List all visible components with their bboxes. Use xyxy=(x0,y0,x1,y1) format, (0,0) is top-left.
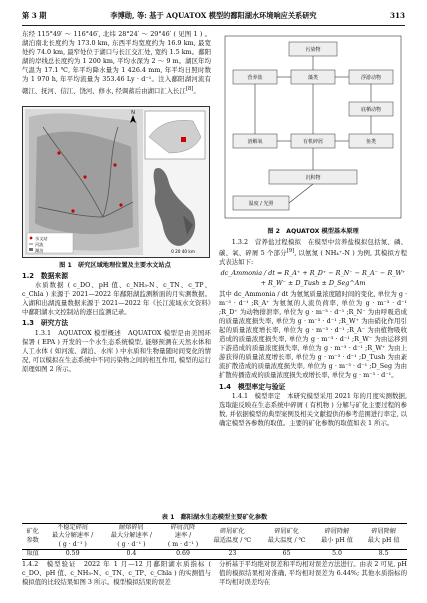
box-sediment: 沉积物 xyxy=(305,175,321,181)
section-1-2-title: 1.2 数据来源 xyxy=(22,272,69,280)
table-1-cell-4: 23 xyxy=(228,550,237,558)
section-1-4-2-text-cont: 分析基于平均绝对误差和平均相对误差方法进行。由表 2 可见, pH 值的模拟结果相对准确, 平均相对误差为 6.44%; 其他水质指标的平均相对误差均在 xyxy=(219,560,408,587)
section-1-3-2-text: 1.3.2 营养盐过程模拟 在模型中营养盐模拟包括氮、磷、碳、氧、碎屑 5 个部分 xyxy=(219,238,407,258)
table-1-header-0: 矿化 参数 xyxy=(26,528,39,544)
section-1-3-title: 1.3 研究方法 xyxy=(22,319,69,328)
right-text xyxy=(219,238,407,504)
box-dissolved-oxygen: 溶解氧 xyxy=(247,139,263,145)
box-benthos: 底栖动物 xyxy=(360,107,382,113)
figure-2-caption: 图 2 AQUATOX 模型基本原理 xyxy=(267,228,359,235)
legend-river: 河流 xyxy=(35,242,44,247)
box-detritus: 有机碎屑 xyxy=(302,139,324,145)
aquatox-principle-diagram xyxy=(219,30,407,224)
legend-lake: 湖泊 xyxy=(35,248,44,253)
box-zooplankton: 浮游动物 xyxy=(360,75,382,81)
box-algae: 藻类 xyxy=(307,75,319,81)
table-1-cell-0: 取值 xyxy=(26,550,39,558)
legend-station: 水文站 xyxy=(35,236,48,241)
table-1-cell-2: 0.4 xyxy=(126,550,137,558)
table-1-cell-3: 0.69 xyxy=(176,550,190,558)
table-1-header-1: 不稳定碎屑 最大分解速率 / ( g · d⁻¹ ) xyxy=(52,524,94,548)
table-1-cell-7: 8.5 xyxy=(378,550,389,558)
section-1-2-text: 水质数据 ( c_DO、pH 值、c_NH₃-N、c_TN、c_TP、c_Chla ) 来源于 2021—2022 年鄱阳湖监测断面的月实测数据。入湖和出湖流量数据来源于 2021—2022 年《长江流域水文资料》中鄱阳湖水文控制站的逐日监测记录。 xyxy=(22,281,211,317)
intro-text: 东经 115°49′ ～ 116°46′, 北纬 28°24′ ～ 29°46′ ( 见图 1 ) 。湖泊南北长度约为 173.0 km, 东西平均宽度约为 16.9 km, 最宽处约 74.0 km, 最窄处位于湖口与长江交汇处, 宽约 1.5 km。鄱阳湖的岸线总长度约为 1 200 km, 平均水深为 2 ～ 9 m。湖区年均气温为 17.1 ℃, 年平均降水量为 1 426.4 mm, 年平均日照时数为 1 970 h, 年平均流量为 353.46 Ly · d⁻¹。注入鄱阳湖河流有赣江、抚河、信江、饶河、修水, 经调蓄后由湖口汇入长江 xyxy=(22,30,211,95)
table-1-header-6: 碎屑降解 最小 pH 值 xyxy=(321,528,353,544)
study-area-map xyxy=(23,107,209,257)
table-1-header-5: 碎屑矿化 最大温度 / ℃ xyxy=(267,528,306,544)
page-number: 313 xyxy=(389,11,405,20)
section-1-3-1-text: 1.3.1 AQUATOX 模型概述 AQUATOX 模型是由美国环保署 ( EPA ) 开发的一个水生态系统模型, 能够预测在天然水体和人工水体 ( 如河流、湖泊、水库 ) 中水质和生物量随时间变化的情况, 可以模拟在生态系统中不同污染物之间的相互作用, 模型的运行原理如图 2 所示。 xyxy=(22,328,211,373)
box-pollutant: 污染物 xyxy=(305,47,321,53)
box-temp-light: 温度 / 光照 xyxy=(248,201,274,207)
running-header xyxy=(22,9,405,23)
header-rule xyxy=(22,25,405,26)
table-1-header-7: 碎屑降解 最大 pH 值 xyxy=(367,528,400,544)
left-lower-text xyxy=(22,272,211,504)
mineralization-parameters-table xyxy=(22,523,407,560)
article-running-title: 李博勋, 等: 基于 AQUATOX 模型的鄱阳湖水环境响应关系研究 xyxy=(110,11,317,20)
table-1-cell-5: 65 xyxy=(282,550,291,558)
ammonia-equation: dc_Ammonia / dt = R_A⁺ + R_D⁺ − R_N⁻ − R_A⁻ − R_W⁺ + R_W⁻ ± D_Tush ± D_Seg^Am xyxy=(220,269,406,287)
section-1-3-2-text-cont: , 以氨氮 ( NH₄⁺-N ) 为例, 其模拟方程式表达如下: xyxy=(219,249,407,267)
equation-where: 其中 dc_Ammonia / dt 为氨氮质量浓度随时间的变化, 单位为 g · m⁻³ · d⁻¹ ;R_A⁺ 为氨氮的人流负荷率, 单位为 g · m⁻³ · d⁻¹ ;R_D⁺ 为动物排泄率, 单位为 g · m⁻³ · d⁻¹ ;R_N⁻ 为由呼吸造成的质量浓度损失率, 单位为 g · m⁻³ · d⁻¹ ;R_W⁺ 为由硝化作用引起的质量浓度增长率, 单位为 g · m⁻³ · d⁻¹ ;R_A⁻ 为由植物吸收造成的质量浓度损失率, 单位为 g · m⁻³ · d⁻¹ ;R_W⁻ 为由运移到下游造成的质量浓度损失率, 单位为 g · m⁻³ · d⁻¹ ;R_W⁺ 为由上游获得的质量浓度增长率, 单位为 g · m⁻³ · d⁻¹ ;D_Tush 为由紊流扩散造成的质量浓度损失率, 单位为 g · m⁻³ · d⁻¹ ;D_Seg 为由扩散传播造成的质量浓度损失或增长率, 单位为 g · m⁻³ · d⁻¹。 xyxy=(219,289,407,380)
table-1-cell-1: 0.59 xyxy=(65,550,80,558)
left-intro-paragraph: 东经 115°49′ ～ 116°46′, 北纬 28°24′ ～ 29°46′ ( 见图 1 ) 。湖泊南北长度约为 173.0 km, 东西平均宽度约为 16.9 km, 最宽处约 74.0 km, 最窄处位于湖口与长江交汇处, 宽约 1.5 km。鄱阳湖的岸线总长度约为 1 200 km, 平均水深为 2 ～ 9 m。湖区年均气温为 17.1 ℃, 年平均降水量为 1 426.4 mm, 年平均日照时数为 1 970 h, 年平均流量为 353.46 Ly · d⁻¹。注入鄱阳湖河流有赣江、抚河、信江、饶河、修水, 经调蓄后由湖口汇入长江[8]。 xyxy=(22,30,211,95)
table-1-caption: 表 1 鄱阳湖水生态模型主要矿化参数 xyxy=(161,514,268,521)
intro-ref: [8] xyxy=(185,85,194,92)
figure-1-caption: 图 1 研究区域地理位置及主要水文站点 xyxy=(59,262,171,269)
north-arrow-label: N xyxy=(131,110,135,116)
box-nutrients: 营养盐 xyxy=(247,75,263,81)
table-1-header-4: 碎屑矿化 最适温度 / ℃ xyxy=(213,528,252,544)
section-1-3-2-ref: [9] xyxy=(286,248,295,255)
section-1-4-1-text: 1.4.1 模型率定 本研究模型采用 2021 年的月度实测数据, 选取能反映在生态系统中碎屑 ( 有机物 ) 分解与矿化主要过程的参数, 并依据模型的典型案例及相关文献提供的参考范围进行率定, 以确定模型各参数的取值。主要的矿化参数的取值如表 1 所示。 xyxy=(219,391,407,427)
issue-label: 第 3 期 xyxy=(22,11,47,20)
section-1-4-title: 1.4 模型率定与验证 xyxy=(219,382,286,391)
scale-bar-label: 0 20 40 km xyxy=(171,249,195,254)
box-fish: 鱼类 xyxy=(365,139,377,145)
table-1-header-2: 耐熔碎屑 最大分解速率 / ( g · d⁻¹ ) xyxy=(110,524,152,548)
table-1-header-3: 碎屑沉降 速率 / ( m · d⁻¹ ) xyxy=(167,524,199,548)
section-1-4-2-text: 1.4.2 模型验证 2022 年 1 月—12 月鄱阳湖水质指标 ( c_DO、pH 值、c_NH₃-N、c_TN、c_TP、c_Chla ) 的实测值与模拟值的比较结果如图 3 所示。模型模拟结果的误差 xyxy=(22,560,211,587)
figure-1-map xyxy=(22,106,210,258)
figure-2-diagram xyxy=(219,30,407,224)
table-1-cell-6: 5.0 xyxy=(332,550,342,558)
table-1 xyxy=(22,512,407,560)
